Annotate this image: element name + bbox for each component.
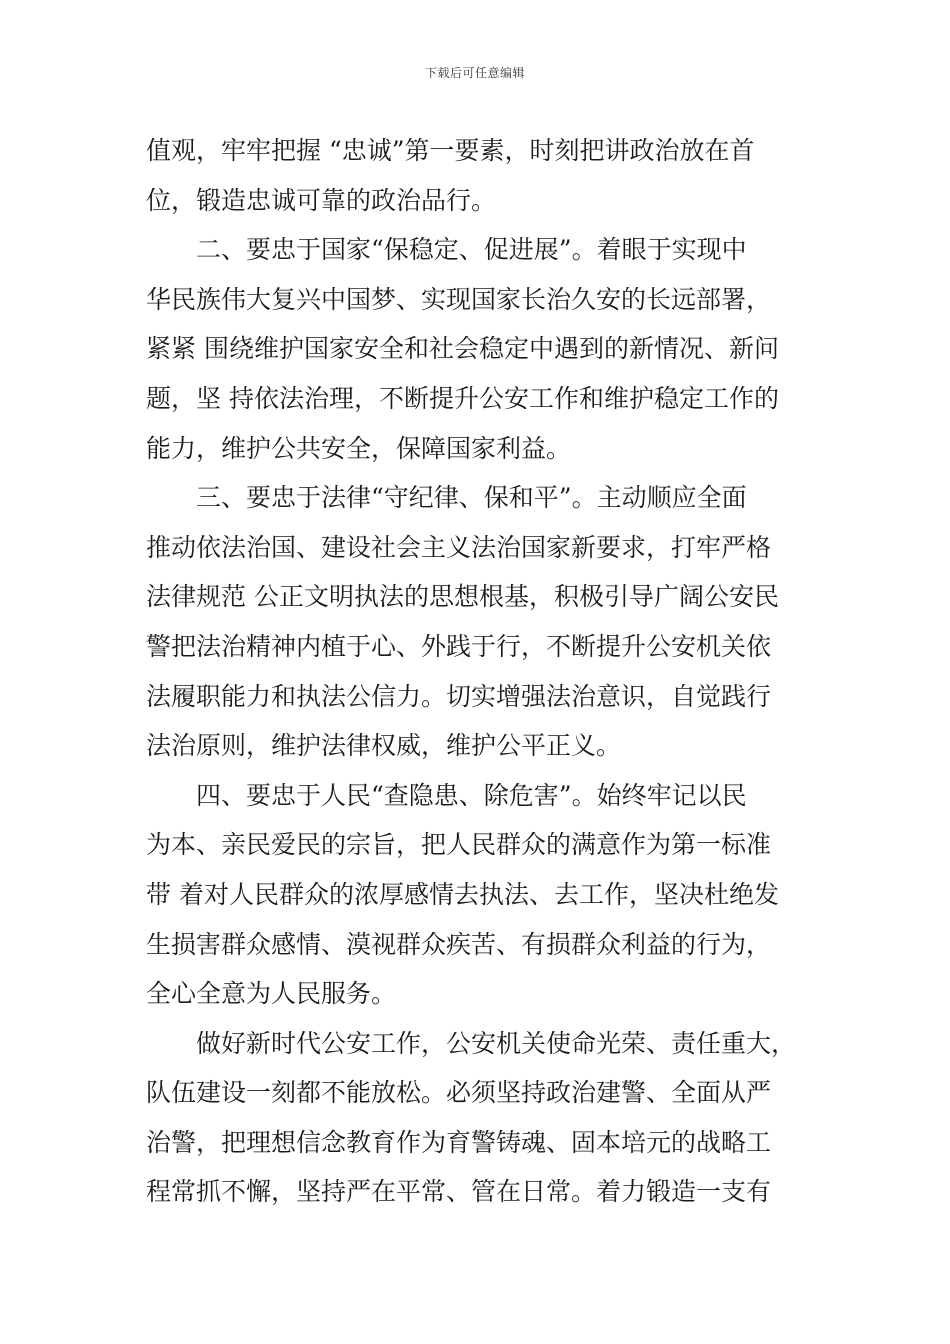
text-line: 生损害群众感情、漠视群众疾苦、有损群众利益的行为， xyxy=(146,929,772,959)
text-line: 四、要忠于人民“查隐患、除危害”。始终牢记以民 xyxy=(196,780,747,810)
text-line: 二、要忠于国家“保稳定、促进展”。着眼于实现中 xyxy=(196,235,747,265)
document-body xyxy=(146,126,810,1217)
text-line: 能力，维护公共安全，保障国家利益。 xyxy=(146,433,572,463)
text-line: 法履职能力和执法公信力。切实增强法治意识，自觉践行 xyxy=(146,681,772,711)
text-line: 程常抓不懈，坚持严在平常、管在日常。着力锻造一支有 xyxy=(146,1177,772,1207)
page-header: 下载后可任意编辑 xyxy=(424,66,525,80)
text-line: 华民族伟大复兴中国梦、实现国家长治久安的长远部署， xyxy=(146,284,772,314)
text-line: 位，锻造忠诚可靠的政治品行。 xyxy=(146,185,497,215)
text-line: 做好新时代公安工作，公安机关使命光荣、责任重大， xyxy=(196,1028,797,1058)
text-line: 为本、亲民爱民的宗旨，把人民群众的满意作为第一标准 xyxy=(146,830,772,860)
text-line: 法治原则，维护法律权威，维护公平正义。 xyxy=(146,731,622,761)
text-line: 题，坚 持依法治理，不断提升公安工作和维护稳定工作的 xyxy=(146,383,779,413)
text-line: 推动依法治国、建设社会主义法治国家新要求，打牢严格 xyxy=(146,532,772,562)
text-line: 法律规范 公正文明执法的思想根基，积极引导广阔公安民 xyxy=(146,582,779,612)
text-line: 值观，牢牢把握 “忠诚”第一要素，时刻把讲政治放在首 xyxy=(146,136,755,165)
text-line: 三、要忠于法律“守纪律、保和平”。主动顺应全面 xyxy=(196,483,747,513)
text-line: 治警，把理想信念教育作为育警铸魂、固本培元的战略工 xyxy=(146,1127,772,1157)
text-line: 带 着对人民群众的浓厚感情去执法、去工作，坚决杜绝发 xyxy=(146,879,779,909)
text-line: 紧紧 围绕维护国家安全和社会稳定中遇到的新情况、新问 xyxy=(146,334,779,364)
text-line: 全心全意为人民服务。 xyxy=(146,979,397,1009)
text-line: 警把法治精神内植于心、外践于行，不断提升公安机关依 xyxy=(146,631,772,661)
text-line: 队伍建设一刻都不能放松。必须坚持政治建警、全面从严 xyxy=(146,1078,772,1108)
